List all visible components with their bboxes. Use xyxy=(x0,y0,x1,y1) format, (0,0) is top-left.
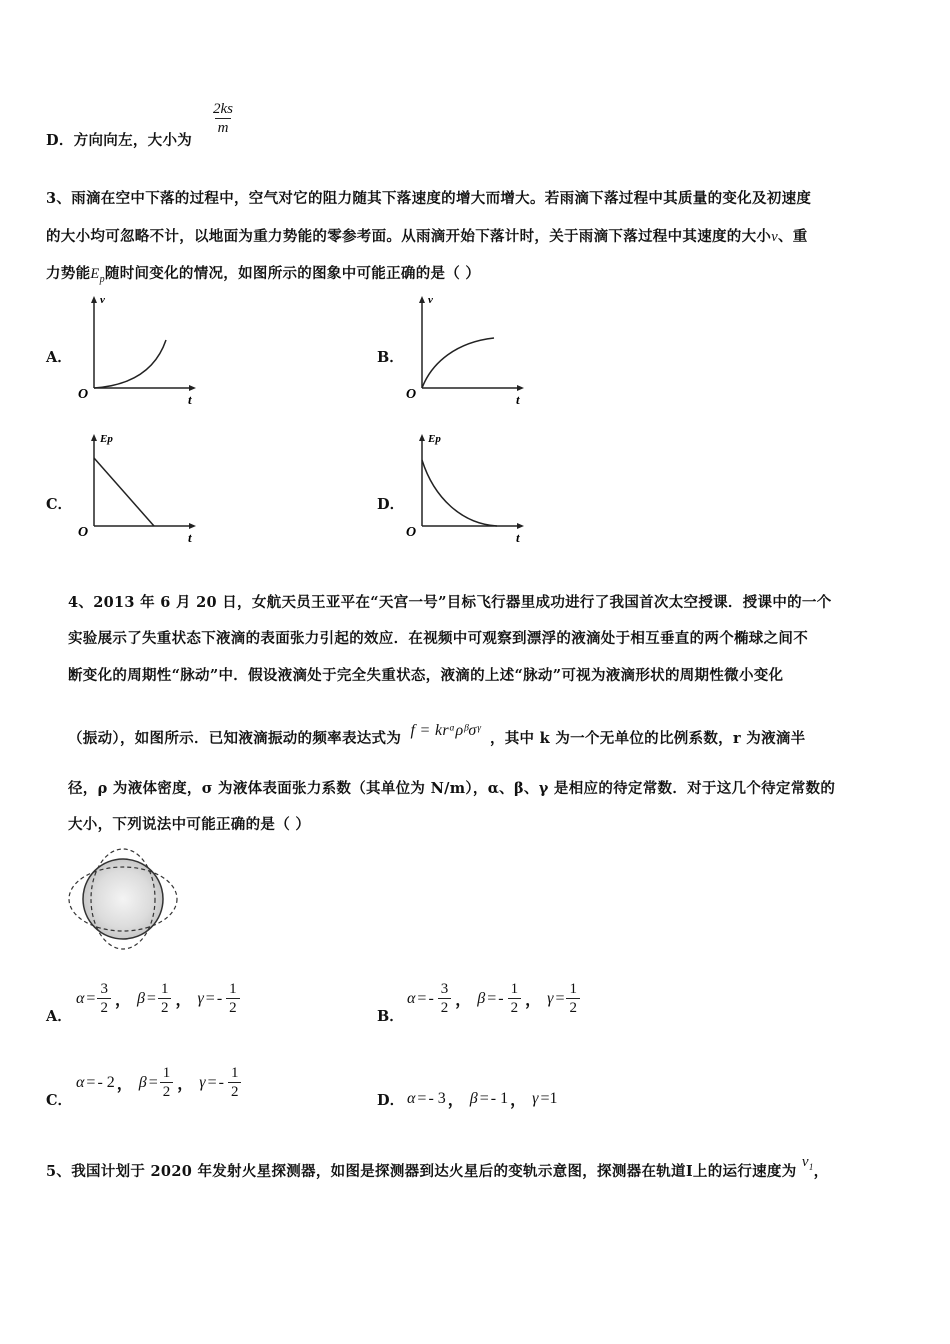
a-gamma-den: 2 xyxy=(226,998,240,1017)
q3-option-b-label[interactable]: B． xyxy=(377,349,404,366)
eq-sign: = xyxy=(86,1073,96,1091)
q3-graph-a xyxy=(74,290,204,410)
q3-graph-d-ylabel: Ep xyxy=(428,433,441,445)
q3-graph-c-origin: O xyxy=(78,525,89,540)
q4-option-a-label[interactable]: A． xyxy=(46,1008,72,1025)
eq-sign: = xyxy=(487,989,497,1007)
q3-line-3 xyxy=(46,262,480,285)
eq-sign: = xyxy=(555,989,565,1007)
q4-option-c-label[interactable]: C． xyxy=(46,1092,73,1109)
eq-sign: = xyxy=(417,989,427,1007)
a-alpha-den: 2 xyxy=(97,998,111,1017)
beta-symbol: β xyxy=(136,989,145,1007)
comma: ， xyxy=(116,1074,133,1093)
q4-option-b-label[interactable]: B． xyxy=(377,1008,404,1025)
eq-sign: = xyxy=(207,1073,217,1091)
eq-sign: = xyxy=(540,1089,550,1107)
beta-symbol: β xyxy=(138,1073,147,1091)
beta-symbol: β xyxy=(477,989,486,1007)
q4-option-d-values xyxy=(407,1087,557,1110)
b-beta-den: 2 xyxy=(508,998,522,1017)
eq-sign: = xyxy=(417,1089,427,1107)
q2-option-d-text: D．方向向左，大小为 xyxy=(46,132,193,149)
q3-graph-b-ylabel: v xyxy=(428,294,433,306)
b-alpha-num: 3 xyxy=(440,981,449,997)
q3-graph-b-xlabel: t xyxy=(516,392,520,407)
q3-graph-d xyxy=(402,428,532,548)
d-gamma-val: 1 xyxy=(549,1089,558,1107)
alpha-symbol: α xyxy=(76,1073,85,1091)
q3-line-3b: 随时间变化的情况，如图所示的图象中可能正确的是（ ） xyxy=(104,265,481,282)
q3-line-2a: 的大小均可忽略不计，以地面为重力势能的零参考面。从雨滴开始下落计时，关于雨滴下落过程中其速度的大小 xyxy=(46,228,772,245)
q5-v-symbol: v xyxy=(801,1154,809,1170)
q3-line-2b: 、重 xyxy=(777,228,808,245)
a-beta-num: 1 xyxy=(160,981,169,997)
q3-graph-c xyxy=(74,428,204,548)
q4-option-b-values xyxy=(407,980,582,1017)
c-beta-num: 1 xyxy=(162,1065,171,1081)
q4-option-d-label[interactable]: D． xyxy=(377,1092,405,1109)
comma: ， xyxy=(175,990,192,1009)
q3-graph-b-origin: O xyxy=(406,387,417,402)
alpha-symbol: α xyxy=(407,1089,416,1107)
eq-sign: = xyxy=(86,989,96,1007)
q3-option-a-label[interactable]: A． xyxy=(46,349,72,366)
q3-option-c-label[interactable]: C． xyxy=(46,496,73,513)
q4-line-6: 大小，下列说法中可能正确的是（ ） xyxy=(68,816,311,833)
comma: ， xyxy=(455,990,472,1009)
q3-line-1: 3、雨滴在空中下落的过程中，空气对它的阻力随其下落速度的增大而增大。若雨滴下落过程中其质量的变化及初速度 xyxy=(46,190,812,207)
comma: ， xyxy=(114,990,131,1009)
q3-v-symbol: v xyxy=(771,229,778,245)
q3-graph-d-xlabel: t xyxy=(516,530,520,545)
q2-frac-den: m xyxy=(215,118,232,137)
b-beta-sign: - xyxy=(498,989,504,1007)
q4-line-5: 径，ρ 为液体密度，σ 为液体表面张力系数（其单位为 N/m），α、β、γ 是相应的待定常数．对于这几个待定常数的 xyxy=(68,780,836,797)
c-gamma-sign: - xyxy=(218,1073,224,1091)
d-alpha-val: - 3 xyxy=(428,1089,446,1107)
q4-line-1: 4、2013 年 6 月 20 日，女航天员王亚平在“天宫一号”目标飞行器里成功进行了我国首次太空授课．授课中的一个 xyxy=(68,594,832,611)
gamma-symbol: γ xyxy=(197,989,204,1007)
gamma-symbol: γ xyxy=(547,989,554,1007)
q3-graph-c-ylabel: Ep xyxy=(100,433,113,445)
comma: ， xyxy=(447,1090,464,1109)
q3-line-2 xyxy=(46,225,808,246)
a-gamma-sign: - xyxy=(216,989,223,1007)
eq-sign: = xyxy=(146,989,156,1007)
q3-graph-b xyxy=(402,290,532,410)
beta-symbol: β xyxy=(469,1089,478,1107)
alpha-symbol: α xyxy=(407,989,416,1007)
c-alpha-val: - 2 xyxy=(97,1073,115,1091)
q2-frac-num: 2ks xyxy=(213,101,233,117)
q5-tail: ， xyxy=(813,1163,829,1180)
q5-v-subscript: 1 xyxy=(808,1161,814,1172)
a-alpha-num: 3 xyxy=(100,981,108,997)
q3-option-d-label[interactable]: D． xyxy=(377,496,405,513)
q5-line-1-text: 5、我国计划于 2020 年发射火星探测器，如图是探测器到达火星后的变轨示意图，探测器在轨道Ⅰ上的运行速度为 xyxy=(46,1163,797,1180)
q3-graph-a-xlabel: t xyxy=(188,392,192,407)
q5-line-1 xyxy=(46,1154,829,1182)
b-beta-num: 1 xyxy=(510,981,519,997)
b-gamma-den: 2 xyxy=(566,998,580,1017)
comma: ， xyxy=(525,990,542,1009)
eq-sign: = xyxy=(148,1073,158,1091)
q4-line-3: 断变化的周期性“脉动”中．假设液滴处于完全失重状态，液滴的上述“脉动”可视为液滴形状的周期性微小变化 xyxy=(68,667,784,684)
q4-line-4b: ，其中 k 为一个无单位的比例系数，r 为液滴半 xyxy=(489,730,806,747)
q2-option-d xyxy=(46,129,192,150)
b-alpha-sign: - xyxy=(428,989,434,1007)
q2-fraction xyxy=(208,100,238,137)
q4-formula: f = krᵅρᵝσᵞ xyxy=(410,722,481,739)
gamma-symbol: γ xyxy=(199,1073,206,1091)
q4-line-2: 实验展示了失重状态下液滴的表面张力引起的效应．在视频中可观察到漂浮的液滴处于相互垂直的两个椭球之间不 xyxy=(68,630,808,647)
q4-option-c-values xyxy=(76,1064,243,1101)
b-gamma-num: 1 xyxy=(569,981,577,997)
d-beta-val: - 1 xyxy=(490,1089,509,1107)
q3-graph-a-origin: O xyxy=(78,387,89,402)
c-gamma-num: 1 xyxy=(230,1065,239,1081)
comma: ， xyxy=(510,1090,527,1109)
comma: ， xyxy=(177,1074,194,1093)
gamma-symbol: γ xyxy=(532,1089,539,1107)
q3-graph-c-xlabel: t xyxy=(188,530,192,545)
b-alpha-den: 2 xyxy=(438,998,452,1017)
q3-E-symbol: E xyxy=(90,266,100,282)
c-gamma-den: 2 xyxy=(228,1082,242,1101)
q4-droplet-diagram xyxy=(64,843,182,955)
q4-line-4 xyxy=(68,722,806,748)
a-beta-den: 2 xyxy=(158,998,172,1017)
a-gamma-num: 1 xyxy=(229,981,237,997)
q4-line-4a: （振动），如图所示．已知液滴振动的频率表达式为 xyxy=(68,730,402,747)
q3-graph-a-ylabel: v xyxy=(100,294,105,306)
q3-line-3a: 力势能 xyxy=(46,265,91,282)
c-beta-den: 2 xyxy=(160,1082,174,1101)
eq-sign: = xyxy=(479,1089,489,1107)
q3-graph-d-origin: O xyxy=(406,525,417,540)
alpha-symbol: α xyxy=(76,989,85,1007)
q4-option-a-values xyxy=(76,980,242,1017)
q3-p-subscript: p xyxy=(99,273,105,285)
eq-sign: = xyxy=(205,989,215,1007)
